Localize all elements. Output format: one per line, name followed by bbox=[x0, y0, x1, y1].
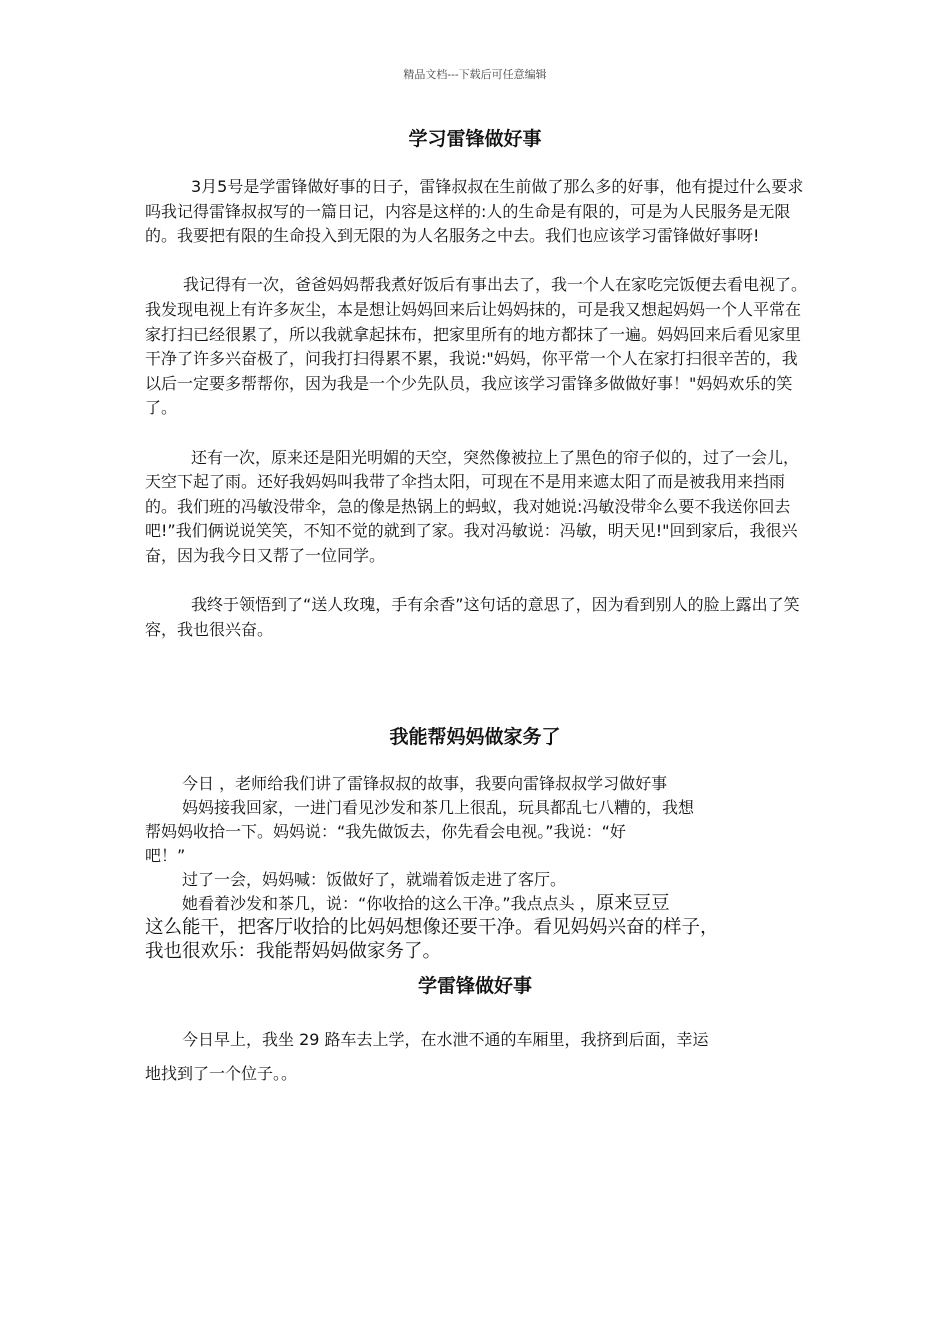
section2-line-large: 我也很欢乐：我能帮妈妈做家务了。 bbox=[145, 941, 442, 962]
section3-line: 今日早上，我坐 29 路车去上学，在水泄不通的车厢里，我挤到后面，幸运 bbox=[182, 1030, 709, 1049]
paragraph-gap bbox=[145, 421, 807, 446]
section2-line: 今日 ，老师给我们讲了雷锋叔叔的故事，我要向雷锋叔叔学习做好事 bbox=[182, 774, 668, 793]
section2-line-part: 她看着沙发和茶几，说：“你收拾的这么干净。”我点点头 ， bbox=[182, 894, 596, 913]
section1-paragraph-2: 我记得有一次，爸爸妈妈帮我煮好饭后有事出去了，我一个人在家吃完饭便去看电视了。我发现电视上有许多灰尘，本是想让妈妈回来后让妈妈抹的，可是我又想起妈妈一个人平常在家打扫已经很累了，所以我就拿起抹布，把家里所有的地方都抹了一遍。妈妈回来后看见家里干净了许多兴奋极了，问我打扫得累不累，我说:"妈妈，你平常一个人在家打扫很辛苦的，我以后一定要多帮帮你，因为我是一个少先队员，我应该学习雷锋多做做好事！"妈妈欢乐的笑了。 bbox=[145, 275, 808, 418]
section2-title: 我能帮妈妈做家务了 bbox=[389, 726, 561, 748]
section2-line: 帮妈妈收拾一下。妈妈说：“我先做饭去，你先看会电视。”我说：“好 bbox=[145, 822, 626, 841]
paragraph-gap bbox=[145, 249, 807, 274]
section1-paragraph-3: 还有一次，原来还是阳光明媚的天空，突然像被拉上了黑色的帘子似的，过了一会儿，天空下起了雨。还好我妈妈叫我带了伞挡太阳，可现在不是用来遮太阳了而是被我用来挡雨的。我们班的冯敏没带伞，急的像是热锅上的蚂蚁，我对她说:冯敏没带伞么要不我送你回去吧!”我们俩说说笑笑，不知不觉的就到了家。我对冯敏说：冯敏，明天见!"回到家后，我很兴奋，因为我今日又帮了一位同学。 bbox=[145, 447, 800, 565]
section1-paragraph-1: 3月5号是学雷锋做好事的日子，雷锋叔叔在生前做了那么多的好事，他有提过什么要求吗我记得雷锋叔叔写的一篇日记，内容是这样的:人的生命是有限的，可是为人民服务是无限的。我要把有限的生命投入到无限的为人名服务之中去。我们也应该学习雷锋做好事呀! bbox=[145, 177, 804, 246]
section2-line: 过了一会，妈妈喊：饭做好了，就端着饭走进了客厅。 bbox=[182, 870, 567, 889]
section3-body bbox=[145, 1028, 807, 1086]
section2-line-large: 这么能干，把客厅收拾的比妈妈想像还要干净。看见妈妈兴奋的样子， bbox=[145, 917, 719, 938]
header-note: 精品文档---下载后可任意编辑 bbox=[403, 68, 547, 81]
section3-title: 学雷锋做好事 bbox=[417, 975, 532, 997]
section2-line: 妈妈接我回家，一进门看见沙发和茶几上很乱，玩具都乱七八糟的，我想 bbox=[182, 798, 695, 817]
section1-body bbox=[145, 175, 807, 642]
section2-line bbox=[145, 892, 807, 916]
section1-title: 学习雷锋做好事 bbox=[408, 128, 542, 150]
section1-paragraph-4: 我终于领悟到了“送人玫瑰，手有余香”这句话的意思了，因为看到别人的脸上露出了笑容，我也很兴奋。 bbox=[145, 595, 800, 639]
section2-line: 吧！” bbox=[145, 846, 186, 865]
section2-body bbox=[145, 772, 807, 964]
paragraph-gap bbox=[145, 569, 807, 594]
section3-line: 地找到了一个位子。。 bbox=[145, 1064, 298, 1083]
section2-line-part-large: 原来豆豆 bbox=[595, 893, 670, 914]
